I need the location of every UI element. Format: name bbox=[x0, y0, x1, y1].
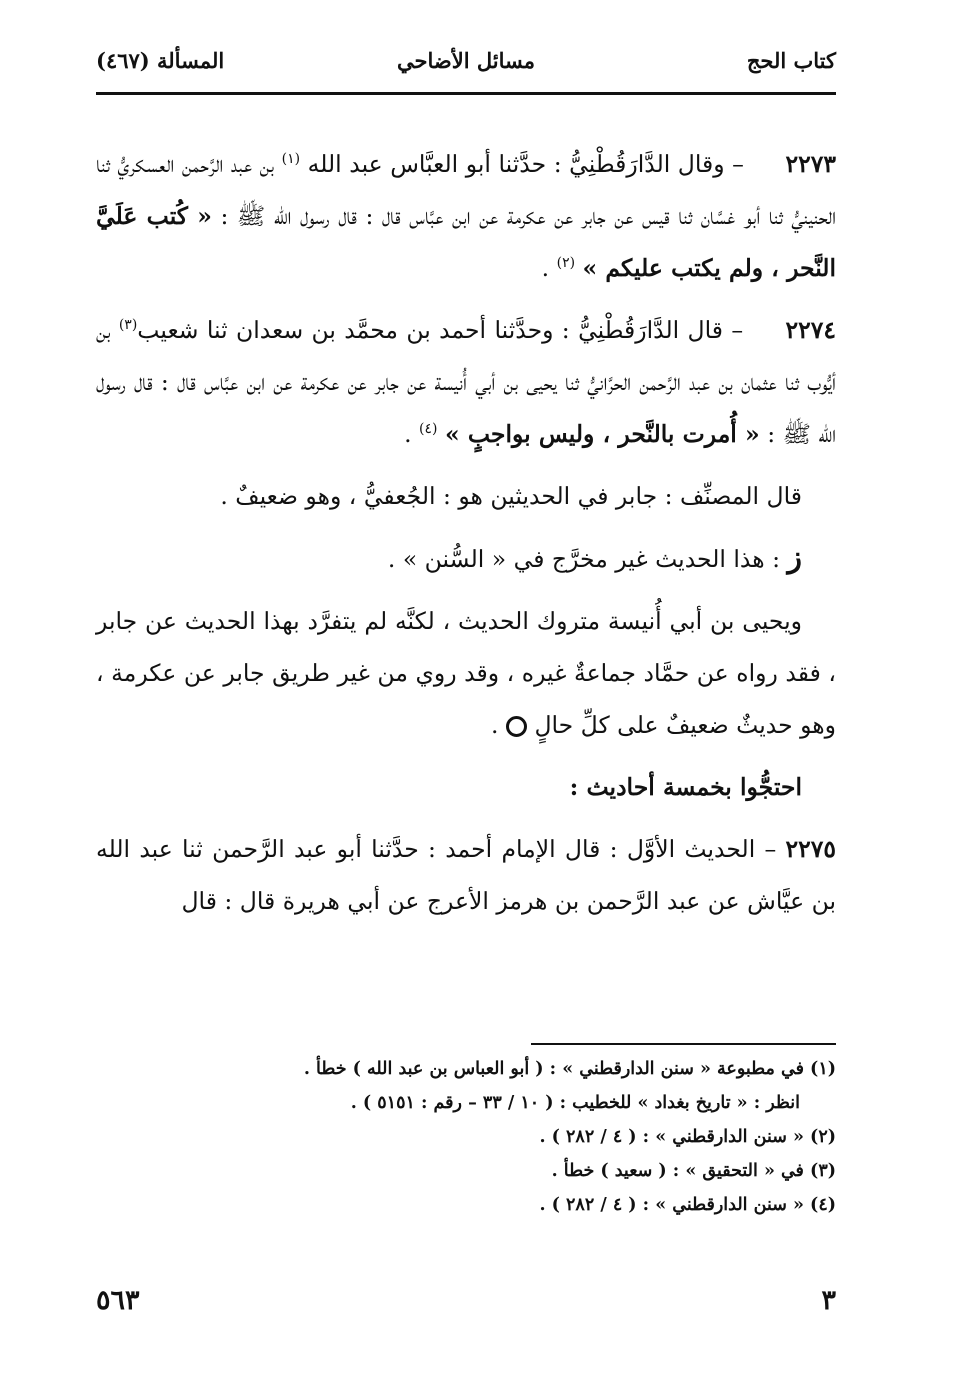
footnote-ref-2[interactable]: (٢) bbox=[556, 255, 576, 272]
zay-note: ز : هذا الحديث غير مخرَّج في « السُّنن » . bbox=[387, 540, 802, 575]
header-divider bbox=[96, 92, 836, 95]
hadith-quote: « كُتب عَلَيَّ النَّحر ، ولم يكتب عليكم » bbox=[96, 202, 836, 282]
footnote-3: (٣) في « التحقيق » : ( سعيد ) خطأ . bbox=[551, 1161, 836, 1181]
header-book-title: كتاب الحج bbox=[746, 48, 836, 73]
end-circle-icon bbox=[506, 716, 527, 737]
header-issue-number: المسألة (٤٦٧) bbox=[96, 48, 225, 73]
commentary: ويحيى بن أبي أُنيسة متروك الحديث ، لكنَّه لم يتفرَّد بهذا الحديث عن جابر ، فقد رواه عن حمَّاد جماعةٌ غيره ، وقد روي من غير طريق جابر عن عكرمة ، وهو حديثٌ ضعيفٌ على كلِّ حالٍ . bbox=[96, 607, 836, 739]
author-note: قال المصنِّف : جابر في الحديثين هو : الجُعفيُّ ، وهو ضعيفٌ . bbox=[220, 482, 802, 510]
footnote-ref-3[interactable]: (٣) bbox=[118, 317, 138, 334]
hadith-number: ٢٢٧٥ bbox=[785, 835, 836, 863]
footnote-2: (٢) « سنن الدارقطني » : ( ٤ / ٢٨٢ ) . bbox=[539, 1127, 836, 1147]
footnote-ref-1[interactable]: (١) bbox=[281, 151, 301, 168]
footnote-1-continued: انظر : « تاريخ بغداد » للخطيب : ( ١٠ / ٣٣ – رقم : ٥١٥١ ) . bbox=[350, 1093, 800, 1113]
zay-mark: ز bbox=[787, 540, 802, 575]
footnote-ref-4[interactable]: (٤) bbox=[419, 421, 438, 438]
hadith-number: ٢٢٧٣ bbox=[785, 150, 836, 178]
section-heading: احتجُّوا بخمسة أحاديث : bbox=[569, 773, 802, 801]
page-number: ٥٦٣ bbox=[96, 1285, 140, 1316]
footnote-divider bbox=[531, 1043, 836, 1045]
main-text bbox=[96, 138, 836, 927]
volume-number: ٣ bbox=[821, 1285, 836, 1316]
hadith-number: ٢٢٧٤ bbox=[785, 316, 836, 344]
hadith-quote: « أُمرت بالنَّحر ، وليس بواجبٍ » bbox=[444, 420, 760, 448]
hadith-2273: ٢٢٧٣ – وقال الدَّارَقُطْنِيُّ : حدَّثنا أبو العبَّاس عبد الله $^{(١)}$ بن عبد الرَّحمن العسكريُّ ثنا الحنينيُّ ثنا أبو غسَّان ثنا قيس عن جابر عن عكرمة عن ابن عبَّاس قال : قال رسول الله ﷺ : « كُتب عَلَيَّ النَّحر ، ولم يكتب عليكم » $^{(٢)}$ . bbox=[96, 150, 837, 282]
running-header bbox=[96, 48, 836, 88]
footnote-4: (٤) « سنن الدارقطني » : ( ٤ / ٢٨٢ ) . bbox=[539, 1195, 836, 1215]
footnote-1: (١) في مطبوعة « سنن الدارقطني » : ( أبو العباس بن عبد الله ) خطأ . bbox=[303, 1059, 836, 1079]
header-chapter-title: مسائل الأضاحي bbox=[397, 48, 535, 73]
hadith-2274: ٢٢٧٤ – قال الدَّارَقُطْنِيُّ : وحدَّثنا أحمد بن محمَّد بن سعدان ثنا شعيب$^{(٣)}$ بن أيُّوب ثنا عثمان بن عبد الرَّحمن الحرَّانيُّ ثنا يحيى بن أبي أُنيسة عن جابر عن عكرمة عن ابن عبَّاس قال : قال رسول الله ﷺ : « أُمرت بالنَّحر ، وليس بواجبٍ » $^{(٤)}$ . bbox=[96, 316, 836, 448]
footnotes bbox=[96, 1052, 836, 1222]
hadith-2275: ٢٢٧٥ – الحديث الأوَّل : قال الإمام أحمد : حدَّثنا أبو عبد الرَّحمن ثنا عبد الله بن عيَّاش عن عبد الرَّحمن بن هرمز الأعرج عن أبي هريرة قال : قال bbox=[96, 835, 836, 915]
